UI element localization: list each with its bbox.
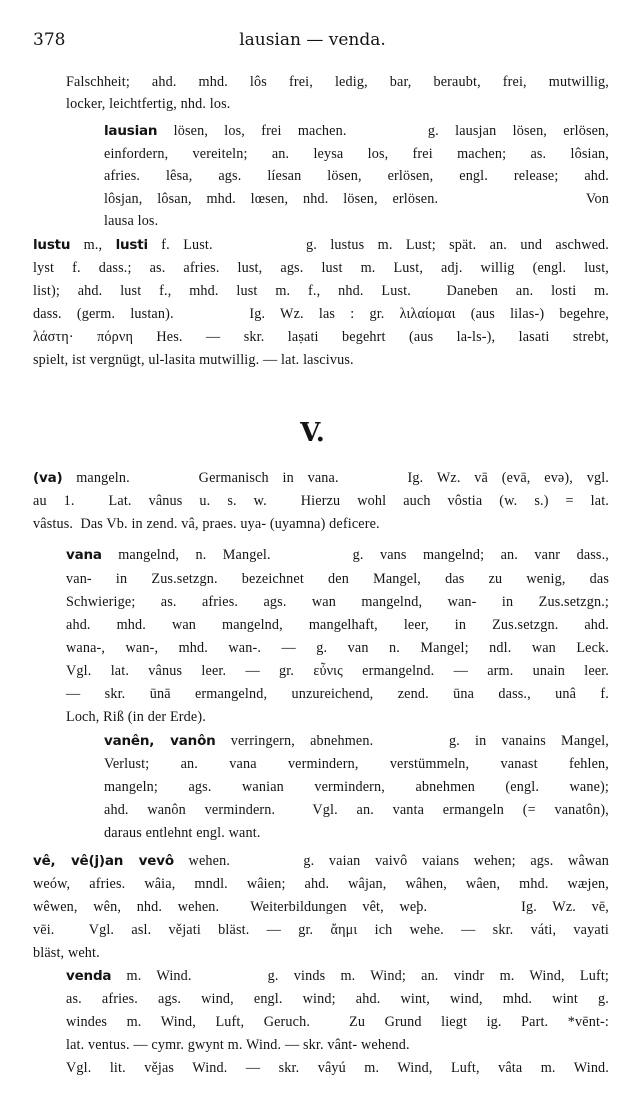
text-line: lôsjan, lôsan, mhd. lœsen, nhd. lösen, erlösen. Von (104, 191, 609, 207)
text-line: list); ahd. lust f., mhd. lust m. f., nhd. Lust. Daneben an. losti m. (33, 283, 609, 299)
text-line: windes m. Wind, Luft, Geruch. Zu Grund liegt ig. Part. *vēnt-: (66, 1014, 609, 1030)
text-line: wana-, wan-, mhd. wan-. — g. van n. Mangel; ndl. wan Leck. (66, 640, 609, 656)
text-line: Loch, Riß (in der Erde). (66, 709, 206, 725)
text-line: bläst, weht. (33, 945, 100, 961)
text-line: vâstus. Das Vb. in zend. vâ, praes. uya- (uyamna) deficere. (33, 516, 380, 532)
text-line: lyst f. dass.; as. afries. lust, ags. lust m. Lust, adj. willig (engl. lust, (33, 260, 609, 276)
entry-vana: vana mangelnd, n. Mangel. g. vans mangelnd; an. vanr dass., (66, 547, 609, 563)
text-line: — skr. ūnā ermangelnd, unzureichend, zend. ūna dass., unâ f. (66, 686, 609, 702)
entry-vanen-vanon: vanên, vanôn verringern, abnehmen. g. in vanains Mangel, (104, 733, 609, 749)
running-head: lausian — venda. (239, 30, 386, 50)
text-line: einfordern, vereiteln; an. leysa los, frei machen; as. lôsian, (104, 146, 609, 162)
text-line: lausa los. (104, 213, 159, 229)
text-line: vēi. Vgl. asl. vějati bläst. — gr. ἄημι ich wehe. — skr. váti, vayati (33, 922, 609, 938)
entry-lustu: lustu m., lusti f. Lust. g. lustus m. Lust; spät. an. und aschwed. (33, 237, 609, 253)
text-line: weów, afries. wâia, mndl. wâien; ahd. wâjan, wâhen, wâen, mhd. wæjen, (33, 876, 609, 892)
text-line: wêwen, wên, nhd. wehen. Weiterbildungen vêt, weþ. Ig. Wz. vē, (33, 899, 609, 915)
text-line: ahd. mhd. wan mangelnd, mangelhaft, leer, in Zus.setzgn. ahd. (66, 617, 609, 633)
entry-venda: venda m. Wind. g. vinds m. Wind; an. vindr m. Wind, Luft; (66, 968, 609, 984)
text-line: λάστη· πόρνη Hes. — skr. laṣati begehrt (aus la-ls-), lasati strebt, (33, 329, 609, 345)
text-line: au 1. Lat. vânus u. s. w. Hierzu wohl auch vôstia (w. s.) = lat. (33, 493, 609, 509)
page-number: 378 (33, 30, 66, 50)
headword: vanên, vanôn (104, 733, 216, 749)
text-line: Verlust; an. vana vermindern, verstümmeln, vanast fehlen, (104, 756, 609, 772)
entry-lausian: lausian lösen, los, frei machen. g. lausjan lösen, erlösen, (104, 123, 609, 139)
text-line: mangeln; ags. wanian vermindern, abnehmen (engl. wane); (104, 779, 609, 795)
text-line: locker, leichtfertig, nhd. los. (66, 96, 231, 112)
page-header (0, 30, 625, 54)
section-heading: V. (300, 418, 325, 448)
headword: lusti (115, 237, 148, 253)
headword: lausian (104, 123, 158, 139)
entry-ve: vê, vê(j)an vevô wehen. g. vaian vaivô vaians wehen; ags. wâwan (33, 853, 609, 869)
headword: (va) (33, 470, 63, 486)
text-line: Schwierige; as. afries. ags. wan mangelnd, wan- in Zus.setzgn.; (66, 594, 609, 610)
entry-va: (va) mangeln. Germanisch in vana. Ig. Wz. vā (evā, evə), vgl. (33, 470, 609, 486)
text-line: dass. (germ. lustan). Ig. Wz. las : gr. λιλαίομαι (aus lilas-) begehre, (33, 306, 609, 322)
text-line: Falschheit; ahd. mhd. lôs frei, ledig, bar, beraubt, frei, mutwillig, (66, 74, 609, 90)
text-line: van- in Zus.setzgn. bezeichnet den Mangel, das zu wenig, das (66, 571, 609, 587)
headword: venda (66, 968, 112, 984)
text-line: as. afries. ags. wind, engl. wind; ahd. wint, wind, mhd. wint g. (66, 991, 609, 1007)
text-line: Vgl. lat. vânus leer. — gr. εὖνις ermangelnd. — arm. unain leer. (66, 663, 609, 679)
text-line: spielt, ist vergnügt, ul-lasita mutwillig. — lat. lascivus. (33, 352, 354, 368)
headword: lustu (33, 237, 71, 253)
text-line: afries. lêsa, ags. líesan lösen, erlösen, engl. release; ahd. (104, 168, 609, 184)
text-line: lat. ventus. — cymr. gwynt m. Wind. — skr. vânt- wehend. (66, 1037, 410, 1053)
text-line: Vgl. lit. vějas Wind. — skr. vâyú m. Wind, Luft, vâta m. Wind. (66, 1060, 609, 1076)
text-line: daraus entlehnt engl. want. (104, 825, 261, 841)
headword: vê, vê(j)an vevô (33, 853, 174, 869)
headword: vana (66, 547, 102, 563)
text-line: ahd. wanôn vermindern. Vgl. an. vanta ermangeln (= vanatôn), (104, 802, 609, 818)
